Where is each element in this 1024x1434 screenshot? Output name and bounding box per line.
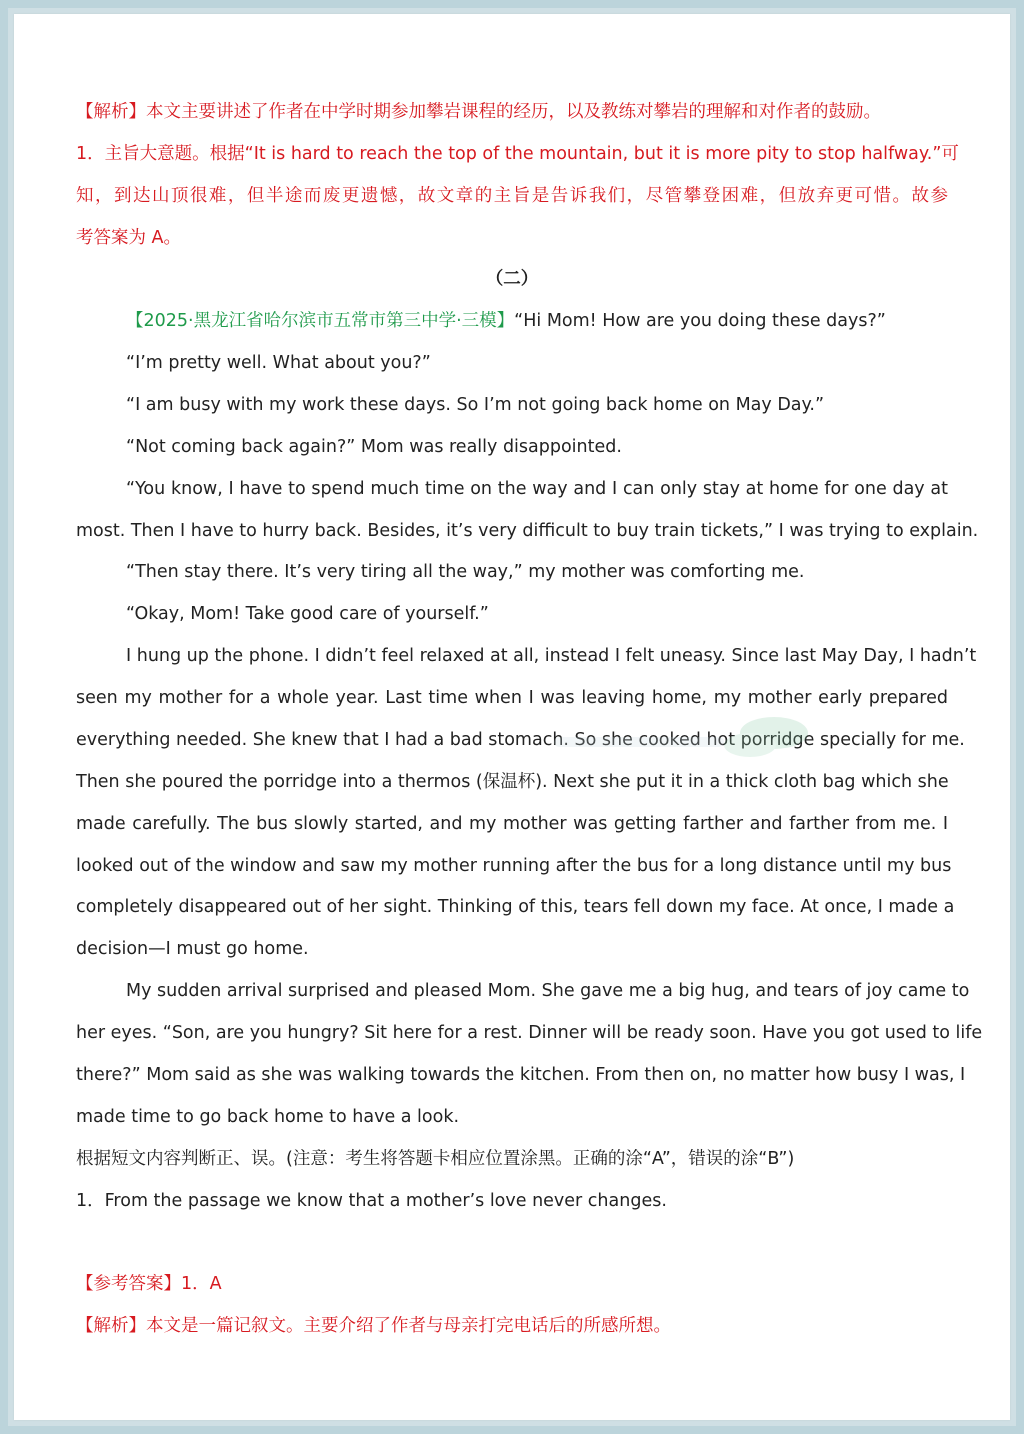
passage-opening-line <box>76 304 948 338</box>
passage-line: I hung up the phone. I didn’t feel relaxed at all, instead I felt uneasy. Since last May Day, I hadn’t <box>126 646 977 666</box>
passage-line: decision—I must go home. <box>76 939 309 959</box>
question-1: 1．From the passage we know that a mother’s love never changes. <box>76 1191 667 1211</box>
answer-label: 【参考答案】 <box>76 1274 181 1294</box>
analysis-2 <box>76 1309 948 1343</box>
passage-line: “Not coming back again?” Mom was really disappointed. <box>126 437 622 457</box>
passage-line: My sudden arrival surprised and pleased Mom. She gave me a big hug, and tears of joy came to <box>126 981 970 1001</box>
source-tag: 【2025·黑龙江省哈尔滨市五常市第三中学·三模】 <box>126 311 515 331</box>
instruction: 根据短文内容判断正、误。(注意：考生将答题卡相应位置涂黑。正确的涂“A”，错误的涂“B”) <box>76 1149 795 1169</box>
analysis-1-summary-line <box>76 95 948 129</box>
answer-value: 1．A <box>181 1274 222 1294</box>
document-page <box>14 14 1010 1420</box>
passage-line: there?” Mom said as she was walking towards the kitchen. From then on, no matter how busy I was, I <box>76 1065 966 1085</box>
passage-line: completely disappeared out of her sight. Thinking of this, tears fell down my face. At once, I made a <box>76 897 955 917</box>
passage-line: made time to go back home to have a look. <box>76 1107 460 1127</box>
reference-answer <box>76 1267 948 1301</box>
analysis-label: 【解析】 <box>76 1316 146 1336</box>
analysis-summary: 本文主要讲述了作者在中学时期参加攀岩课程的经历，以及教练对攀岩的理解和对作者的鼓励。 <box>146 102 881 122</box>
passage-line: seen my mother for a whole year. Last time when I was leaving home, my mother early prepared <box>76 688 948 708</box>
passage-line: everything needed. She knew that I had a bad stomach. So she cooked hot porridge specially for me. <box>76 730 965 750</box>
analysis-1-item-line-3: 考答案为 A。 <box>76 228 182 248</box>
passage-line: Then she poured the porridge into a thermos (保温杯). Next she put it in a thick cloth bag which she <box>76 772 949 792</box>
passage-line: looked out of the window and saw my mother running after the bus for a long distance until my bus <box>76 856 952 876</box>
section-title: （二） <box>485 269 539 289</box>
analysis-1-item-line-2: 知，到达山顶很难，但半途而废更遗憾，故文章的主旨是告诉我们，尽管攀登困难，但放弃更可惜。故参 <box>76 186 948 206</box>
analysis-label: 【解析】 <box>76 102 146 122</box>
analysis-text: 本文是一篇记叙文。主要介绍了作者与母亲打完电话后的所感所想。 <box>146 1316 671 1336</box>
passage-line: “You know, I have to spend much time on the way and I can only stay at home for one day at <box>126 479 948 499</box>
passage-line: “I am busy with my work these days. So I’m not going back home on May Day.” <box>126 395 825 415</box>
passage-line: “Okay, Mom! Take good care of yourself.” <box>126 604 489 624</box>
analysis-1-item-line-1: 1．主旨大意题。根据“It is hard to reach the top of the mountain, but it is more pity to stop halfway.”可 <box>76 144 959 164</box>
passage-line: most. Then I have to hurry back. Besides, it’s very difficult to buy train tickets,” I was trying to explain. <box>76 521 979 541</box>
passage-line: made carefully. The bus slowly started, and my mother was getting farther and farther from me. I <box>76 814 948 834</box>
passage-first-sentence: “Hi Mom! How are you doing these days?” <box>514 311 886 331</box>
passage-line: “Then stay there. It’s very tiring all the way,” my mother was comforting me. <box>126 562 805 582</box>
passage-line: her eyes. “Son, are you hungry? Sit here for a rest. Dinner will be ready soon. Have you got used to life <box>76 1023 983 1043</box>
passage-line: “I’m pretty well. What about you?” <box>126 353 431 373</box>
